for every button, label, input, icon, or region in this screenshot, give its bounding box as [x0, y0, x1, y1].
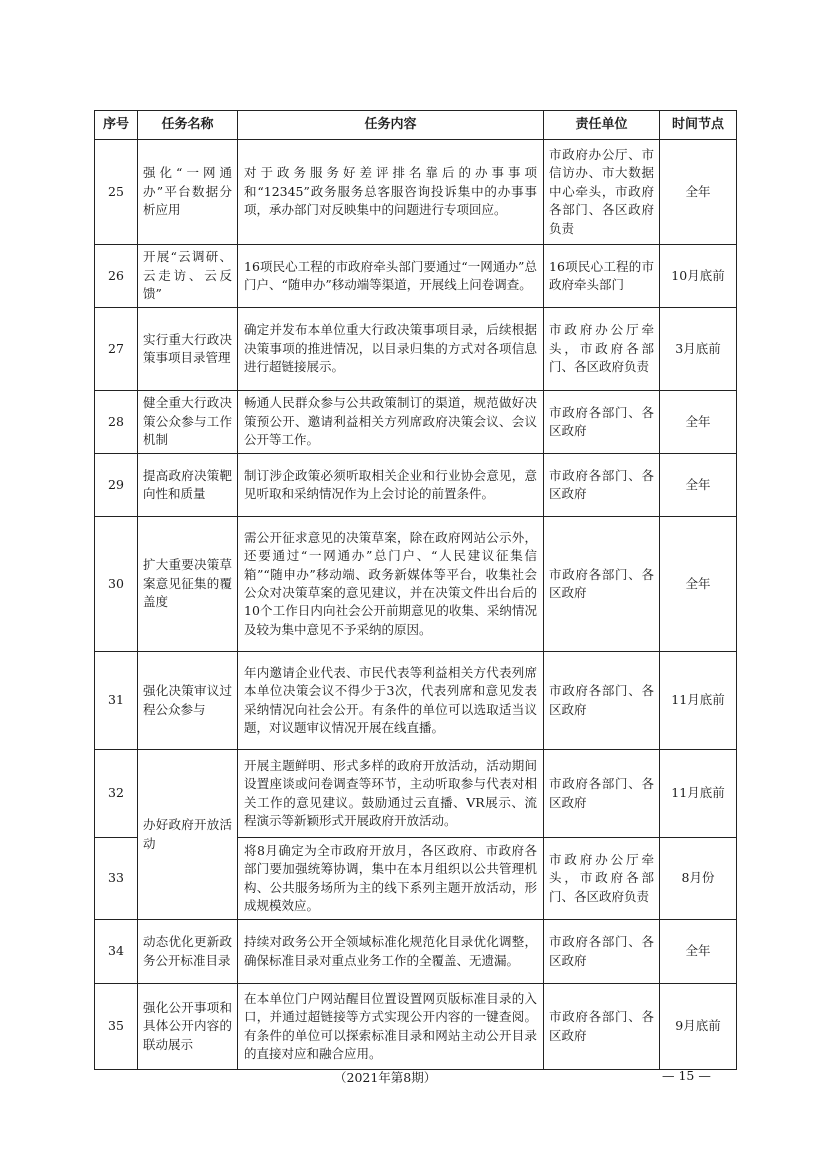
row-responsible-unit: 市政府各部门、各区政府 [544, 652, 660, 750]
row-task-name: 实行重大行政决策事项目录管理 [138, 308, 238, 391]
row-no: 25 [95, 140, 138, 245]
row-time-node: 10月底前 [660, 245, 737, 308]
row-task-name: 强化公开事项和具体公开内容的联动展示 [138, 984, 238, 1070]
row-no: 30 [95, 517, 138, 652]
table-row [95, 391, 737, 454]
row-no: 32 [95, 750, 138, 838]
table-row [95, 984, 737, 1070]
row-time-node: 3月底前 [660, 308, 737, 391]
row-responsible-unit: 市政府办公厅牵头，市政府各部门、各区政府负责 [544, 308, 660, 391]
row-time-node: 全年 [660, 517, 737, 652]
row-responsible-unit: 市政府各部门、各区政府 [544, 454, 660, 517]
row-no: 28 [95, 391, 138, 454]
row-task-name: 健全重大行政决策公众参与工作机制 [138, 391, 238, 454]
row-task-name: 动态优化更新政务公开标准目录 [138, 920, 238, 984]
row-time-node: 11月底前 [660, 652, 737, 750]
row-responsible-unit: 16项民心工程的市政府牵头部门 [544, 245, 660, 308]
row-task-content: 制订涉企政策必须听取相关企业和行业协会意见，意见听取和采纳情况作为上会讨论的前置条件。 [238, 454, 544, 517]
row-task-content: 将8月确定为全市政府开放月，各区政府、市政府各部门要加强统筹协调，集中在本月组织以公共管理机构、公共服务场所为主的线下系列主题开放活动，形成规模效应。 [238, 838, 544, 920]
row-task-content: 对于政务服务好差评排名靠后的办事事项和“12345”政务服务总客服咨询投诉集中的办事事项，承办部门对反映集中的问题进行专项回应。 [238, 140, 544, 245]
row-no: 29 [95, 454, 138, 517]
row-time-node: 8月份 [660, 838, 737, 920]
issue-label: （2021年第8期） [334, 1070, 437, 1085]
header-responsible-unit: 责任单位 [544, 111, 660, 140]
row-task-content: 需公开征求意见的决策草案，除在政府网站公示外，还要通过“一网通办”总门户、“人民建议征集信箱”“随申办”移动端、政务新媒体等平台，收集社会公众对决策草案的意见建议，并在决策文件出台后的10个工作日内向社会公开前期意见的收集、采纳情况及较为集中意见不予采纳的原因。 [238, 517, 544, 652]
row-task-name: 办好政府开放活动 [138, 750, 238, 920]
row-task-content: 年内邀请企业代表、市民代表等利益相关方代表列席本单位决策会议不得少于3次，代表列席和意见发表采纳情况向社会公开。有条件的单位可以选取适当议题，对议题审议情况开展在线直播。 [238, 652, 544, 750]
row-responsible-unit: 市政府办公厅、市信访办、市大数据中心牵头，市政府各部门、各区政府负责 [544, 140, 660, 245]
page-number: — 15 — [662, 1068, 711, 1083]
row-task-content: 开展主题鲜明、形式多样的政府开放活动，活动期间设置座谈或问卷调查等环节，主动听取参与代表对相关工作的意见建议。鼓励通过云直播、VR展示、流程演示等新颖形式开展政府开放活动。 [238, 750, 544, 838]
header-time-node: 时间节点 [660, 111, 737, 140]
table-row [95, 920, 737, 984]
header-task-name: 任务名称 [138, 111, 238, 140]
row-responsible-unit: 市政府各部门、各区政府 [544, 920, 660, 984]
row-no: 34 [95, 920, 138, 984]
row-responsible-unit: 市政府各部门、各区政府 [544, 517, 660, 652]
row-no: 26 [95, 245, 138, 308]
row-task-name: 强化“一网通办”平台数据分析应用 [138, 140, 238, 245]
row-no: 35 [95, 984, 138, 1070]
header-no: 序号 [95, 111, 138, 140]
row-no: 33 [95, 838, 138, 920]
table-row [95, 245, 737, 308]
row-task-name: 提高政府决策靶向性和质量 [138, 454, 238, 517]
row-task-name: 扩大重要决策草案意见征集的覆盖度 [138, 517, 238, 652]
row-responsible-unit: 市政府办公厅牵头，市政府各部门、各区政府负责 [544, 838, 660, 920]
row-time-node: 全年 [660, 391, 737, 454]
row-time-node: 全年 [660, 454, 737, 517]
row-task-content: 在本单位门户网站醒目位置设置网页版标准目录的入口，并通过超链接等方式实现公开内容的一键查阅。有条件的单位可以探索标准目录和网站主动公开目录的直接对应和融合应用。 [238, 984, 544, 1070]
table-header-row [95, 111, 737, 140]
row-responsible-unit: 市政府各部门、各区政府 [544, 984, 660, 1070]
row-task-content: 持续对政务公开全领域标准化规范化目录优化调整，确保标准目录对重点业务工作的全覆盖、无遗漏。 [238, 920, 544, 984]
row-no: 27 [95, 308, 138, 391]
row-time-node: 全年 [660, 140, 737, 245]
table-row [95, 652, 737, 750]
header-task-content: 任务内容 [238, 111, 544, 140]
row-task-content: 确定并发布本单位重大行政决策事项目录，后续根据决策事项的推进情况，以目录归集的方式对各项信息进行超链接展示。 [238, 308, 544, 391]
table-row [95, 750, 737, 838]
row-task-name: 强化决策审议过程公众参与 [138, 652, 238, 750]
row-time-node: 11月底前 [660, 750, 737, 838]
row-task-content: 16项民心工程的市政府牵头部门要通过“一网通办”总门户、“随申办”移动端等渠道，开展线上问卷调查。 [238, 245, 544, 308]
table-row [95, 517, 737, 652]
table-row [95, 454, 737, 517]
task-table [94, 110, 737, 1070]
row-time-node: 9月底前 [660, 984, 737, 1070]
table-row [95, 140, 737, 245]
row-responsible-unit: 市政府各部门、各区政府 [544, 391, 660, 454]
row-responsible-unit: 市政府各部门、各区政府 [544, 750, 660, 838]
row-no: 31 [95, 652, 138, 750]
row-task-content: 畅通人民群众参与公共政策制订的渠道，规范做好决策预公开、邀请利益相关方列席政府决策会议、会议公开等工作。 [238, 391, 544, 454]
table-row [95, 308, 737, 391]
row-task-name: 开展“云调研、云走访、云反馈” [138, 245, 238, 308]
row-time-node: 全年 [660, 920, 737, 984]
